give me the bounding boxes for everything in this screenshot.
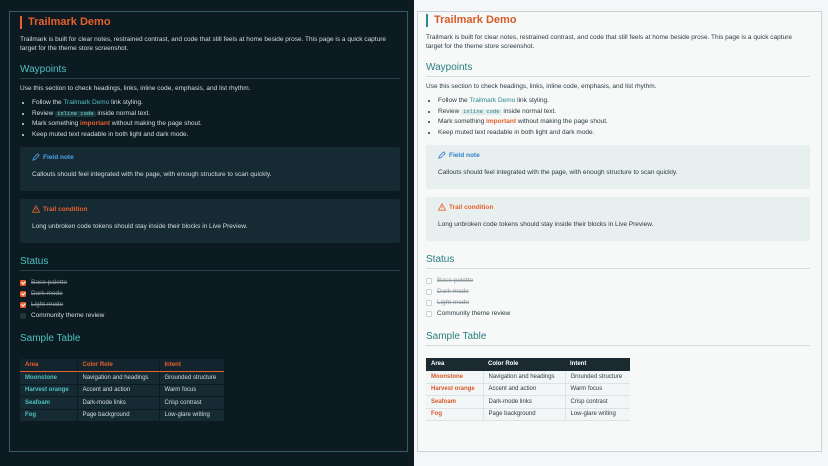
warning-triangle-icon xyxy=(32,205,40,213)
status-heading: Status xyxy=(426,254,810,269)
checkbox-checked-icon[interactable] xyxy=(20,280,26,286)
checkbox-icon[interactable] xyxy=(426,311,432,317)
callout-field-note xyxy=(426,145,810,189)
callout-title: Trail condition xyxy=(449,203,494,211)
table-row: Fog Page background Low-glare writing xyxy=(20,409,224,422)
table-row: Moonstone Navigation and headings Grounded structure xyxy=(426,371,630,384)
waypoints-list xyxy=(426,96,810,138)
pencil-icon xyxy=(438,151,446,159)
sample-table xyxy=(20,359,224,422)
waypoints-list xyxy=(20,98,400,140)
intro-paragraph: Trailmark is built for clear notes, restrained contrast, and code that still feels at home beside prose. This page is a quick capture target for the theme store screenshot. xyxy=(426,34,792,50)
waypoints-heading: Waypoints xyxy=(426,62,810,77)
task-item[interactable]: Base palette xyxy=(426,275,810,286)
status-heading: Status xyxy=(20,256,400,271)
waypoints-heading: Waypoints xyxy=(20,64,400,79)
warning-triangle-icon xyxy=(438,203,446,211)
task-item[interactable]: Dark mode xyxy=(426,286,810,297)
light-preview-pane xyxy=(414,0,828,466)
task-list xyxy=(426,275,810,319)
callout-title: Field note xyxy=(43,153,74,161)
sample-table-heading: Sample Table xyxy=(426,331,810,346)
callout-field-note xyxy=(20,147,400,191)
task-item[interactable]: Community theme review xyxy=(426,308,810,319)
list-item: • Mark something important without making the page shout. xyxy=(438,117,810,128)
task-item[interactable]: Light mode xyxy=(20,299,400,310)
checkbox-checked-icon[interactable] xyxy=(20,302,26,308)
table-row: Harvest orange Accent and action Warm focus xyxy=(426,383,630,396)
task-item[interactable]: Base palette xyxy=(20,277,400,288)
checkbox-icon[interactable] xyxy=(426,300,432,306)
page-title: Trailmark Demo xyxy=(426,14,810,27)
task-item[interactable]: Light mode xyxy=(426,297,810,308)
inline-code: inline code xyxy=(57,110,94,117)
list-item: • Review inline code inside normal text. xyxy=(438,107,810,118)
sample-table xyxy=(426,358,630,421)
trailmark-demo-link[interactable]: Trailmark Demo xyxy=(469,97,516,104)
callout-trail-condition xyxy=(20,199,400,243)
task-list xyxy=(20,277,400,321)
waypoints-intro: Use this section to check headings, links, inline code, emphasis, and list rhythm. xyxy=(20,85,251,92)
checkbox-empty-icon[interactable] xyxy=(20,313,26,319)
dark-document xyxy=(20,16,400,422)
inline-code: inline code xyxy=(463,108,500,115)
important-text: important xyxy=(486,118,517,125)
callout-body: Callouts should feel integrated with the page, with enough structure to scan quickly. xyxy=(32,171,272,178)
trailmark-demo-link[interactable]: Trailmark Demo xyxy=(63,99,110,106)
light-document xyxy=(426,14,810,421)
table-row: Seafoam Dark-mode links Crisp contrast xyxy=(20,397,224,410)
list-item: • Review inline code inside normal text. xyxy=(32,109,400,120)
list-item: • Follow the Trailmark Demo link styling. xyxy=(438,96,810,107)
task-item[interactable]: Dark mode xyxy=(20,288,400,299)
intro-paragraph: Trailmark is built for clear notes, restrained contrast, and code that still feels at home beside prose. This page is a quick capture target for the theme store screenshot. xyxy=(20,36,386,52)
pencil-icon xyxy=(32,153,40,161)
checkbox-icon[interactable] xyxy=(426,278,432,284)
callout-body: Long unbroken code tokens should stay inside their blocks in Live Preview. xyxy=(438,221,654,228)
page-title: Trailmark Demo xyxy=(20,16,400,29)
callout-title: Field note xyxy=(449,151,480,159)
checkbox-checked-icon[interactable] xyxy=(20,291,26,297)
checkbox-icon[interactable] xyxy=(426,289,432,295)
table-row: Fog Page background Low-glare writing xyxy=(426,408,630,421)
list-item: • Keep muted text readable in both light and dark mode. xyxy=(32,130,400,141)
callout-trail-condition xyxy=(426,197,810,241)
list-item: • Keep muted text readable in both light and dark mode. xyxy=(438,128,810,139)
task-item[interactable]: Community theme review xyxy=(20,310,400,321)
table-header-row: Area Color Role Intent xyxy=(426,358,630,371)
callout-body: Long unbroken code tokens should stay inside their blocks in Live Preview. xyxy=(32,223,248,230)
table-row: Harvest orange Accent and action Warm focus xyxy=(20,384,224,397)
callout-title: Trail condition xyxy=(43,205,88,213)
table-row: Moonstone Navigation and headings Grounded structure xyxy=(20,372,224,385)
table-header-row: Area Color Role Intent xyxy=(20,359,224,372)
important-text: important xyxy=(80,120,111,127)
waypoints-intro: Use this section to check headings, links, inline code, emphasis, and list rhythm. xyxy=(426,83,657,90)
callout-body: Callouts should feel integrated with the page, with enough structure to scan quickly. xyxy=(438,169,678,176)
table-row: Seafoam Dark-mode links Crisp contrast xyxy=(426,396,630,409)
list-item: • Follow the Trailmark Demo link styling. xyxy=(32,98,400,109)
list-item: • Mark something important without making the page shout. xyxy=(32,119,400,130)
sample-table-heading: Sample Table xyxy=(20,333,81,344)
